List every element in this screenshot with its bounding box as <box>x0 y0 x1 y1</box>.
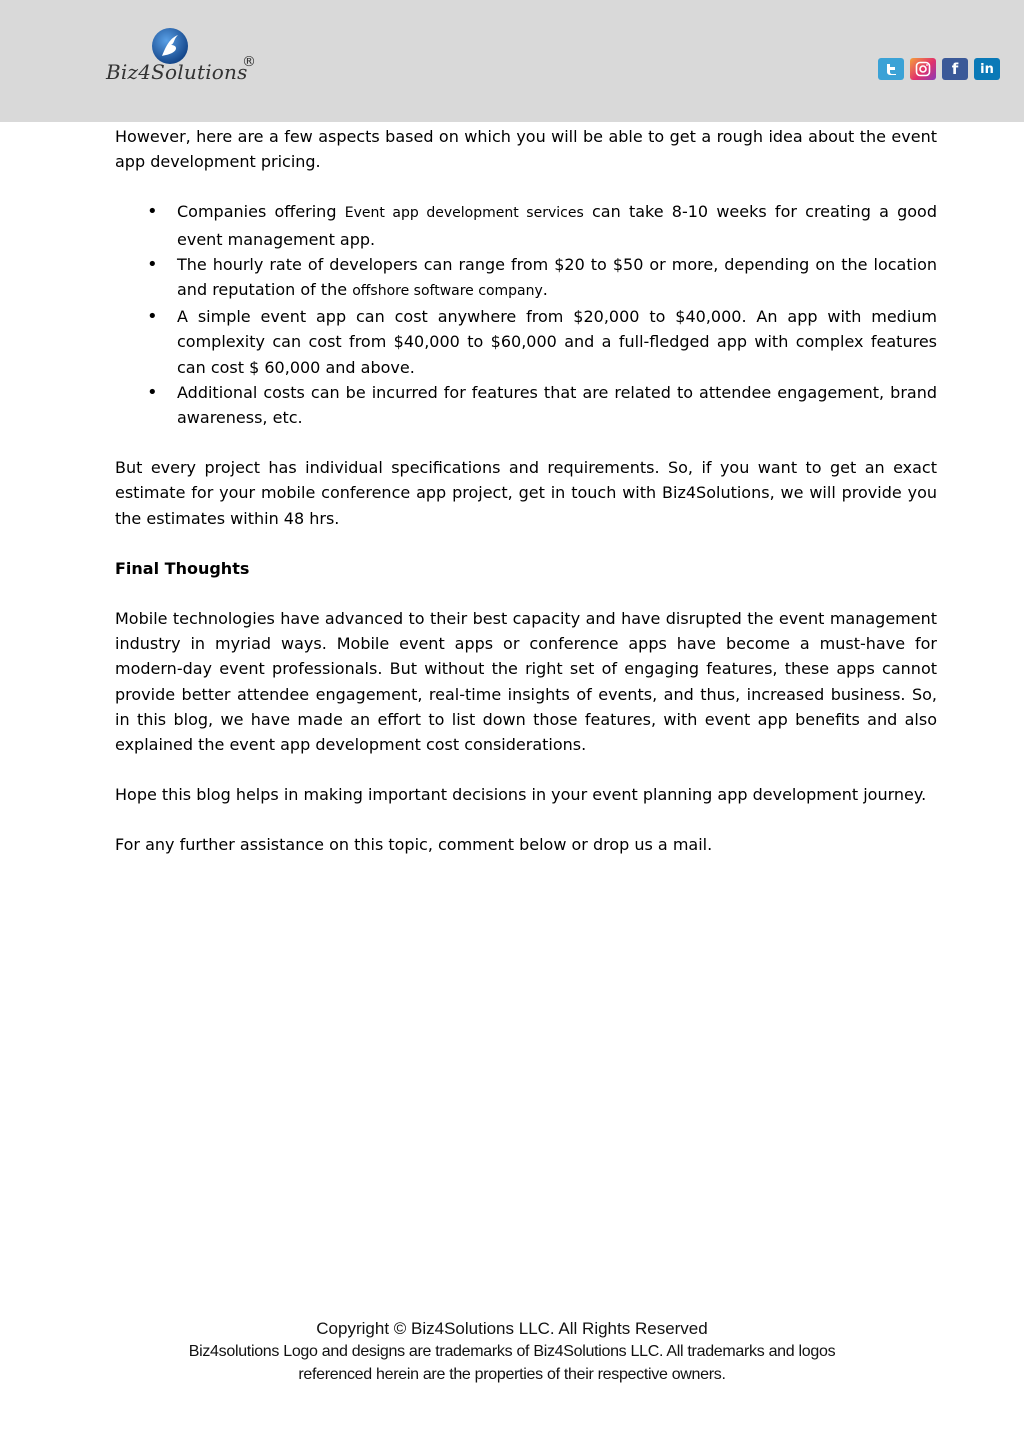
estimate-paragraph: But every project has individual specifications and requirements. So, if you want to get an exact estimate for your mobile conference app project, get in touch with Biz4Solutions, we will provide you the estimates within 48 hrs. <box>115 458 937 528</box>
article-body <box>115 124 937 858</box>
intro-paragraph: However, here are a few aspects based on which you will be able to get a rough idea about the event app development pricing. <box>115 127 937 172</box>
list-item: • Companies offering Event app development services can take 8-10 weeks for creating a good event management app. <box>177 199 937 251</box>
final-thoughts-paragraph: Mobile technologies have advanced to their best capacity and have disrupted the event management industry in myriad ways. Mobile event apps or conference apps have become a must-have for modern-day event professionals. But without the right set of engaging features, these apps cannot provide better attendee engagement, real-time insights of events, and thus, increased business. So, in this blog, we have made an effort to list down those features, with event app benefits and also explained the event app development cost considerations. <box>115 609 937 755</box>
linkedin-icon[interactable]: in <box>974 58 1000 80</box>
biz4solutions-logo[interactable] <box>104 22 264 92</box>
contact-paragraph: For any further assistance on this topic, comment below or drop us a mail. <box>115 835 713 855</box>
inline-link[interactable]: offshore software company <box>352 283 543 300</box>
facebook-icon[interactable]: f <box>942 58 968 80</box>
pricing-bullet-list <box>177 199 937 430</box>
social-links <box>878 58 1000 80</box>
list-item: • The hourly rate of developers can range from $20 to $50 or more, depending on the location and reputation of the offshore software company. <box>177 252 937 304</box>
list-item: • Additional costs can be incurred for features that are related to attendee engagement, brand awareness, etc. <box>177 380 937 430</box>
list-item: • A simple event app can cost anywhere from $20,000 to $40,000. An app with medium complexity can cost from $40,000 to $60,000 and a full-fledged app with complex features can cost $ 60,000 and above. <box>177 304 937 380</box>
trademark-text: Biz4solutions Logo and designs are trademarks of Biz4Solutions LLC. All trademarks and logos <box>188 1343 836 1360</box>
instagram-icon[interactable] <box>910 58 936 80</box>
inline-link[interactable]: Event app development services <box>344 205 584 222</box>
copyright-text: Copyright © Biz4Solutions LLC. All Rights Reserved <box>316 1319 708 1338</box>
logo-wordmark: Biz4Solutions <box>106 60 248 84</box>
page-footer <box>0 1318 1024 1386</box>
trademark-text-cont: referenced herein are the properties of their respective owners. <box>298 1366 726 1383</box>
hope-paragraph: Hope this blog helps in making important decisions in your event planning app development journey. <box>115 785 927 805</box>
page-header <box>0 0 1024 122</box>
twitter-icon[interactable] <box>878 58 904 80</box>
registered-mark: ® <box>242 54 256 70</box>
section-heading: Final Thoughts <box>115 558 250 578</box>
